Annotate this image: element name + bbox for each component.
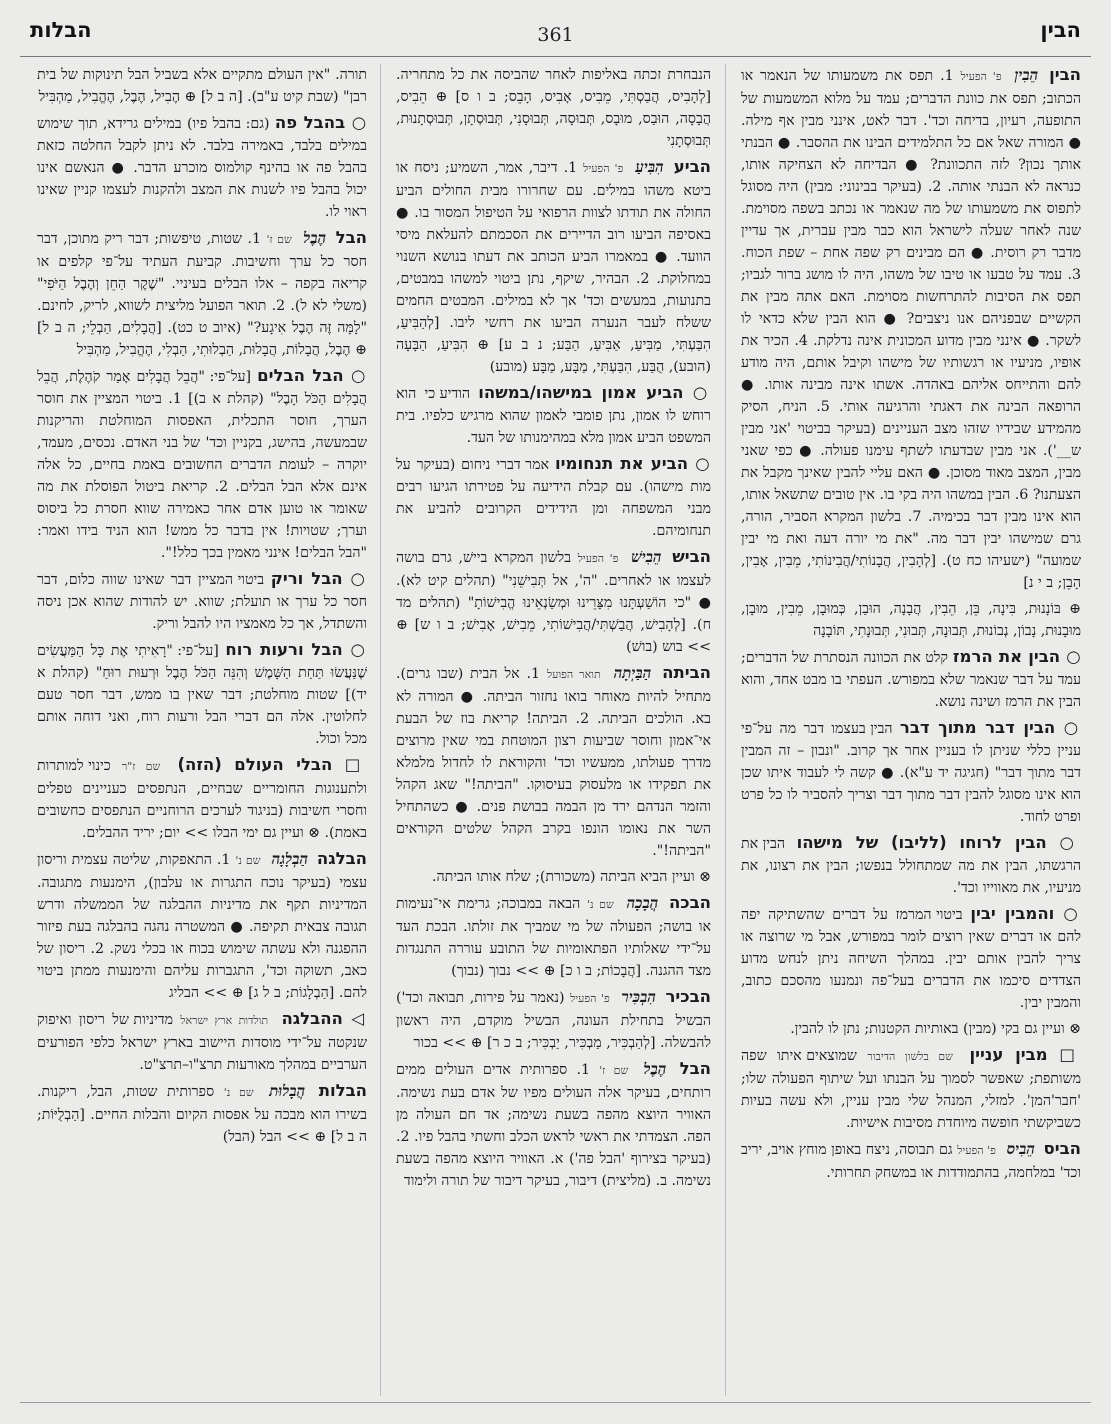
dictionary-entry [396, 64, 711, 152]
entry-vocalized: הֲבָלוּת [269, 1082, 306, 1100]
entry-definition: תורה. "אין העולם מתקיים אלא בשביל הבל תינוקות של בית רבן" (שבת קיט ע"ב). [ה ב ל] ⊕ הֶבִיל, הֶבֶל, הֶהֱבִיל, מַהְבִּיל [37, 67, 367, 105]
dictionary-entry [741, 646, 1081, 713]
column-divider [380, 64, 381, 1396]
entry-headword: ◁ ההבלגה [281, 1009, 367, 1028]
entry-headword: הבלות [318, 1081, 367, 1100]
entry-vocalized: הֵבִין [1014, 66, 1039, 84]
dictionary-entry [37, 639, 367, 750]
page-number: 361 [537, 24, 574, 46]
entry-headword: ○ הבין לרוחו (לליבו) של מישהו [796, 833, 1081, 852]
entry-definition: גם תבוסה, ניצח באופן מוחץ אויב, יריב וכד' במלחמה, בהתמודדות או במשחק תחרותי. [741, 1142, 1081, 1181]
entry-part-of-speech: פ' הפעיל [957, 1144, 996, 1157]
dictionary-entry [396, 866, 711, 888]
dictionary-entry [37, 227, 367, 361]
dictionary-entry [741, 717, 1081, 828]
dictionary-entry [37, 365, 367, 564]
dictionary-entry [37, 64, 367, 108]
entry-headword: ○ בהבל פה [274, 113, 367, 132]
dictionary-entry [37, 568, 367, 635]
column-right [741, 64, 1081, 1394]
entry-headword: הביע [673, 157, 711, 176]
entry-definition: הבין את הרגשתו, הבין את מה שמתחולל בנפשו; הבין את רצונו, את מניעיו, את מאווייו וכד'. [741, 836, 1081, 896]
entry-definition: 1. אל הבית (שבו גרים). מתחיל להיות מאוחר בואו נחזור הביתה. ● המורה לא בא. הולכים הביתה. 2. הביתה! קריאת בוז של הבעת אי־אמון וחוסר שביעות רצון המוטחת במי שאין מרוצים מדרך פעולתו, ממעשיו וכד' והקוראת לו לחדול מלמלא את תפקידו או מלעסוק בעיסוקו. "הביתה!" שאג הקהל והזמר הנדהם ירד מן הבמה בבושת פנים. ● כשהתחיל השר את נאומו הונפו בקרב הקהל שלטים הקוראים "הביתה!". [396, 666, 711, 859]
column-left [37, 64, 367, 1394]
header-rule [20, 56, 1091, 57]
entry-headword: הבין [1049, 65, 1081, 84]
entry-definition: 1. התאפקות, שליטה עצמית וריסון עצמי (בעיקר נוכח התגרות או עלבון), הימנעות מתגובה. המדיניות תקף את מדיניות ההבלגה של הממשלה ודרש תגובה צבאית תקיפה. ● המשטרה נהגה בהבלגה בעת פיזור ההפגנה ולא עשתה שימוש בכוח או בכלי נשק. 2. ריסון של כאב, תשוקה וכד', התגברות עליהם והימנעות ממתן ביטוי להם. [הַבְלָגוֹת; ב ל ג] ⊕ >> הבליג [37, 852, 367, 1001]
entry-headword: הביס [1043, 1139, 1081, 1158]
entry-definition: ⊗ ועיין גם בקי (מבין) באותיות הקטנות; נתן לו להבין. [790, 1021, 1081, 1037]
guide-word-left: הבלות [30, 18, 92, 42]
entry-definition: הבאה במבוכה; גרימת אי־נעימות או בושה; הפעולה של מי שמביך את זולתו. הבכת העד על־ידי שאלותיו הפתאומיות של התובע עוררה התנגדות מצד ההגנה. [הֲבָכוֹת; ב ו כ] ⊕ >> נבוך (נבוך) [396, 896, 711, 979]
entry-part-of-speech: תואר הפועל [546, 668, 601, 681]
entry-headword: □ מבין עניין [969, 1045, 1081, 1064]
entry-headword: הבל [335, 228, 367, 247]
dictionary-entry [37, 112, 367, 223]
dictionary-entry [741, 1018, 1081, 1040]
entry-headword: ○ הבל הבלים [257, 366, 367, 385]
entry-definition: שמוצאים איתו שפה משותפת; שאפשר לסמוך על הבנתו ועל שיתוף הפעולה שלו; 'חבר'המן'. למזלי, המנהל שלי מבין עניין, ולא עשה בעיות כשביקשתי חופשה מיוחדת מסיבות אישיות. [741, 1048, 1081, 1131]
dictionary-entry [741, 1044, 1081, 1134]
entry-part-of-speech: שם נ' [223, 1086, 254, 1099]
dictionary-entry [396, 156, 711, 378]
entry-part-of-speech: פ' הפעיל [583, 162, 624, 175]
dictionary-entry [396, 453, 711, 542]
entry-headword: הבלגה [316, 849, 367, 868]
entry-vocalized: הֵבִיס [1006, 1140, 1035, 1158]
entry-headword: הביש [672, 547, 711, 566]
dictionary-entry [37, 754, 367, 844]
entry-definition: הבין בעצמו דבר מה על־פי עניין כללי שניתן לו בעניין אחר אך קרוב. "ונבון – זה המבין דבר מתוך דבר" (חגיגה יד ע"א). ● קשה לי לעבוד איתו שכן הוא אינו מסוגל להבין דבר מתוך דבר וצריך להסביר לו כל פרט ופרט לחוד. [741, 721, 1081, 825]
entry-vocalized: הִבְכִּיר [621, 988, 656, 1006]
entry-definition: ביטוי המרמז על דברים שהשתיקה יפה להם או דברים שאין רוצים לומר במפורש, אבל מי שרוצה או צריך להבין אותם יבין. במהלך השיחה ניתן לנחש מדוע הצדדים סיכמו את הדברים בעל־פה ונמנעו מהסכם כתוב, והמבין יבין. [741, 907, 1081, 1011]
entry-vocalized: הַבַּיְתָה [613, 664, 652, 682]
entry-vocalized: הֶבֶל [643, 1060, 667, 1078]
entry-definition: אמר דברי ניחום (בעיקר על מות מישהו). עם קבלת הידיעה על פטירתו הגיעו רבים מבני המשפחה ומן הידידים הקרובים להביע את תנחומיהם. [396, 457, 711, 539]
entry-headword: ○ והמבין יבין [970, 904, 1081, 923]
entry-definition: כינוי למותרות ולתענוגות החומריים שבחיים, הנתפסים כעניינים טפלים וחסרי חשיבות (בניגוד לערכים הרוחניים הנתפסים כחשובים באמת). ⊗ ועיין גם ימי הבלו >> יום; יריד ההבלים. [37, 758, 367, 841]
entry-definition: 1. ספרותית אדים העולים ממים רותחים, בעיקר אלה העולים מפיו של אדם בעת נשימה. האוויר היוצא מהפה בשעת נשימה; אד חם העולה מן הפה. הצמדתי את ראשי לראש הכלב וחשתי בהבל פיו. 2. (בעיקר בצירוף 'הבל פה') א. האוויר היוצא מהפה בשעת נשימה. ב. (מליצית) דיבור, בעיקר דיבור של תורה ולימוד [396, 1062, 711, 1189]
entry-definition: הנבחרת זכתה באליפות לאחר שהביסה את כל מתחריה. [לְהָבִיס, הֲבַסְתִּי, מֵבִיס, אָבִיס, הָבֵס; ב ו ס] ⊕ הֵבִיס, הֲבָסָה, הוּבַס, מוּבָס, תְּבוּסָה, תְּבוּסָנִי, תְּבוּסְתָן, תְּבוּסְתָנוּת, תְּבוּסְתָנִי [396, 67, 711, 149]
entry-part-of-speech: שם ז"ר [121, 760, 161, 773]
dictionary-entry [741, 1138, 1081, 1184]
entry-headword: ○ הבל ורעות רוח [225, 640, 367, 659]
entry-definition: [על־פי: "הֲבֵל הֲבָלִים אָמַר קֹהֶלֶת, הֲבֵל הֲבָלִים הַכֹּל הָבֶל" (קהלת א ב)] 1. ביטוי המציין את חוסר הערך, חוסר התכלית, האפסות המוחלטת והריקנות שבמעשה, בהישג, בקניין וכד' של בני האדם. נכסים, מעמד, יוקרה – לעומת הדברים החשובים באמת בחיים, כל אלה אינם אלא הבל הבלים. 2. קריאת ביטול הפוסלת את מה שאומר או טוען אדם אחר כאמירה שווא חסרת כל ביסוס וערך; שטויות! אין בדבר כל ממש! הוא הניד בידו ואמר: "הבל הבלים! אינני מאמין בכך כלל!". [37, 369, 367, 561]
entry-definition: ⊕ בּוֹנָנוּת, בִּינָה, בֵּן, הֵבִין, הֲבָנָה, הוּבַן, כְּמוּבָן, מֵבִין, מוּבָן, מוּבָנוּת, נָבוֹן, נְבוֹנוּת, תְּבוּנָה, תְּבוּנִי, תְּבוּנָתִי, תּוֹבָנָה [741, 601, 1081, 639]
entry-headword: ○ הבין את הרמז [952, 647, 1081, 666]
entry-headword: ○ הבין דבר מתוך דבר [899, 718, 1081, 737]
entry-vocalized: הִבִּיעַ [635, 158, 664, 176]
entry-vocalized: הַבְלָגָה [271, 850, 308, 868]
entry-definition: קלט את הכוונה הנסתרת של הדברים; עמד על דבר שנאמר שלא במפורש. העפתי בו מבט אחד, והוא הבין את הרמז ושינה נושא. [741, 650, 1081, 710]
entry-headword: □ הבלי העולם (הזה) [177, 755, 367, 774]
entry-vocalized: הֲבָכָה [626, 894, 659, 912]
dictionary-entry [396, 986, 711, 1054]
entry-headword: הבל [679, 1059, 711, 1078]
entry-definition: 1. שטות, טיפשות; דבר ריק מתוכן, דבר חסר כל ערך וחשיבות. קביעת העתיד על־פי קלפים או קריאה בקפה – אלו הבלים בעיניי. "שֶׁקֶר הַחֵן וְהֶבֶל הַיֹּפִי" (משלי לא ל). 2. תואר הפועל מליצית לשווא, לריק, לחינם. "לָמָּה זֶּה הֶבֶל אִיגָע?" (איוב ט כט). [הֲבָלִים, הַבְלֵי; ה ב ל] ⊕ הֶבֶל, הֲבָלוֹת, הֲבָלוּת, הַבְלוּתִי, הַבְלִי, הֶהֱבִיל, מַהְבִּיל [37, 231, 367, 358]
entry-headword: ○ הבל וריק [270, 569, 367, 588]
column-divider [725, 64, 726, 1396]
entry-definition: הודיע כי הוא רוחש לו אמון, נתן פומבי לאמון שהוא מרגיש כלפיו. בית המשפט הביע אמון מלא במהימנותו של העד. [396, 386, 711, 446]
entry-part-of-speech: פ' הפעיל [577, 552, 619, 565]
entry-definition: 1. דיבר, אמר, השמיע; ניסח או ביטא משהו במילים. עם שחרורו מבית החולים הביע החולה את תודתו לצוות הרפואי על הטיפול המסור בו. ● באסיפה הביעו רוב הדיירים את הסכמתם להעלאת מיסי הוועד. ● במאמרו הביע הכותב את דעתו בנושא השנוי במחלוקת. 2. הבהיר, שיקף, נתן ביטוי למשהו במבטים, בתנועות, במעשים וכד' אך לא במילים. המבטים החמים ששלח לעבר הנערה הביעו את רחשי ליבו. [לְהַבִּיעַ, הִבַּעְתִּי, מַבִּיעַ, אַבִּיעַ, הַבַּע; נ ב ע] ⊕ הִבִּיעַ, הַבָּעָה (הובע), הֻבַּע, הִבַּעְתִּי, מַבָּע, מַבָּע (מובע) [396, 160, 711, 375]
entry-part-of-speech: שם בלשון הדיבור [867, 1050, 953, 1063]
entry-part-of-speech: שם נ' [235, 854, 261, 867]
entry-headword: ○ הביע אמון במישהו/במשהו [478, 383, 711, 402]
footer-rule [20, 1402, 1091, 1403]
entry-headword: ○ הביע את תנחומיו [555, 454, 711, 473]
entry-part-of-speech: פ' הפעיל [960, 70, 1002, 83]
entry-part-of-speech: תולדות ארץ ישראל [180, 1014, 269, 1027]
entry-part-of-speech: שם ז' [599, 1064, 629, 1077]
dictionary-entry [37, 1008, 367, 1076]
entry-headword: הבכיר [665, 987, 711, 1006]
entry-part-of-speech: שם נ' [586, 898, 614, 911]
entry-vocalized: הֶבֶל [303, 229, 327, 247]
dictionary-entry [37, 1080, 367, 1148]
entry-vocalized: הֵבִישׁ [631, 548, 662, 566]
entry-definition: (גם: בהבל פיו) במילים גרידא, תוך שימוש במילים בלבד, באמירה בלבד. לא ניתן לקבל החלטה כזאת בהבל פה או בהינף קולמוס מוכרע הדבר. ● הנאשם אינו יכול בהבל פיו לשנות את המצב ולהקנות לעצמו קניין שאינו ראוי לו. [37, 116, 367, 220]
entry-definition: ביטוי המציין דבר שאינו שווה כלום, דבר חסר כל ערך או תועלת; שווא. יש להודות שהוא אכן ניסה והשתדל, אך כל מאמציו היו להבל וריק. [37, 572, 367, 632]
entry-definition: [על־פי: "רָאִיתִי אֶת כָּל הַמַּעֲשִׂים שֶׁנַּעֲשׂוּ תַּחַת הַשָּׁמֶשׁ וְהִנֵּה הַכֹּל הֶבֶל וּרְעוּת רוּחַ" (קהלת א יד)] שטות מוחלטת; דבר שאין בו ממש, דבר חסר טעם לחלוטין. אלה הם דברי הבל ורעות רוח, ואני דוחה אותם מכל וכול. [37, 643, 367, 747]
dictionary-entry [741, 832, 1081, 899]
page-header [30, 18, 1081, 58]
dictionary-entry [396, 1058, 711, 1192]
entry-definition: מדיניות של ריסון ואיפוק שנקטה על־ידי מוסדות היישוב בארץ ישראל כלפי הפורעים הערביים במהלך מאורעות תרצ"ו–תרצ"ט. [37, 1012, 367, 1073]
entry-headword: הביתה [662, 663, 711, 682]
guide-word-right: הבין [1040, 18, 1081, 42]
dictionary-entry [396, 662, 711, 862]
dictionary-entry [741, 903, 1081, 1014]
entry-definition: ספרותית שטות, הבל, ריקנות. בשירו הוא מבכה על אפסות הקיום והבלות החיים. [הַבְלֻיּוֹת; ה ב ל] ⊕ >> הבל (הבל) [37, 1084, 367, 1145]
dictionary-entry [396, 382, 711, 449]
dictionary-entry [396, 892, 711, 982]
entry-headword: הבכה [668, 893, 711, 912]
entry-definition: (נאמר על פירות, תבואה וכד') הבשיל בתחילת העונה, הבשיל מוקדם, היה ראשון להבשלה. [לְהַבְכִּיר, מַבְכִּיר, יַבְכִּיר; ב כ ר] ⊕ >> בכור [396, 990, 711, 1051]
dictionary-entry [37, 848, 367, 1004]
entry-definition: 1. תפס את משמעותו של הנאמר או הכתוב; תפס את כוונת הדברים; עמד על מלוא המשמעות של התופעה, רעיון, בדיחה וכד'. דבר לאט, אינני מבין אף מילה. ● המורה שאל אם כל התלמידים הבינו את ההסבר. ● הבנתי אותך נכון? לזה התכוונת? ● הבדיחה לא הצחיקה אותו, כנראה לא הבנתי אותה. 2. (בעיקר בבינוני: מבין) היה מסוגל לתפוס את משמעותו של מה שנאמר או נכתב בשפה מסוימת. שנה לאחר שעלה לישראל הוא כבר מבין עברית, אך עדיין מדבר רק רוסית. ● הם מבינים רק שפה אחת – שפת הכוח. 3. עמד על טבעו או טיבו של משהו, היה לו מושג ברור לגביו; תפס את הסיבות להתרחשות מסוימת. האם אתה מבין את הקשיים שבפניהם אנו ניצבים? ● הוא הבין שלא כדאי לו לשקר. ● אינני מבין מדוע המכונית אינה נדלקת. 4. הכיר את אופיו, מניעיו או רגשותיו של מישהו וקיבל אותם, היה מודע להם והתייחס אליהם באהדה. אשתו אינה מבינה אותו. ● הרופאה הבינה את דאגתי והרגיעה אותי. 5. הניח, הסיק מהמידע שבידיו שזהו מצב העניינים (בעיקר בביטוי 'אני מבין ש__'). אני מבין שבדעתו לשתף עימנו פעולה. ● כפי שאני מבין, המצב מאוד מסוכן. ● האם עליי להבין שאינך מקבל את הצעתנו? 6. הבין במשהו היה בקי בו. אין טובים שתשאל אותו, הוא אינו מבין דבר בכימיה. 7. בלשון המקרא הסביר, הורה, גרם שמישהו יבין דבר מה. "את מי יורה דעה ואת מי יבין שמועה" (ישעיהו כח ט). [לְהָבִין, הֲבָנוֹתִי/הֲבִינוֹתִי, מֵבִין, אָבִין, הָבֵן; ב י נ] [741, 68, 1081, 591]
dictionary-entry [396, 546, 711, 658]
entry-definition: בלשון המקרא ביישׁ, גרם בושה לעצמו או לאחרים. "ה', אל תְּבִישֵׁנִי" (תהלים קיט לא). ● "כי הוֹשַׁעְתָּנוּ מִצָּרֵינוּ וּמְשַׂנְאֵינוּ הֱבִישׁוֹתָ" (תהלים מד ח). [לְהָבִישׁ, הֲבַשְׁתִּי/הֲבִישׁוֹתִי, מֵבִישׁ, אָבִישׁ; ב ו ש] ⊕ >> בוש (בושׁ) [396, 550, 711, 655]
entry-definition: ⊗ ועיין הביא הביתה (משכורת); שלח אותו הביתה. [432, 869, 711, 885]
entry-part-of-speech: פ' הפעיל [570, 992, 610, 1005]
entry-part-of-speech: שם ז' [266, 233, 292, 246]
dictionary-entry [741, 598, 1081, 642]
column-middle [396, 64, 711, 1394]
dictionary-entry [741, 64, 1081, 594]
